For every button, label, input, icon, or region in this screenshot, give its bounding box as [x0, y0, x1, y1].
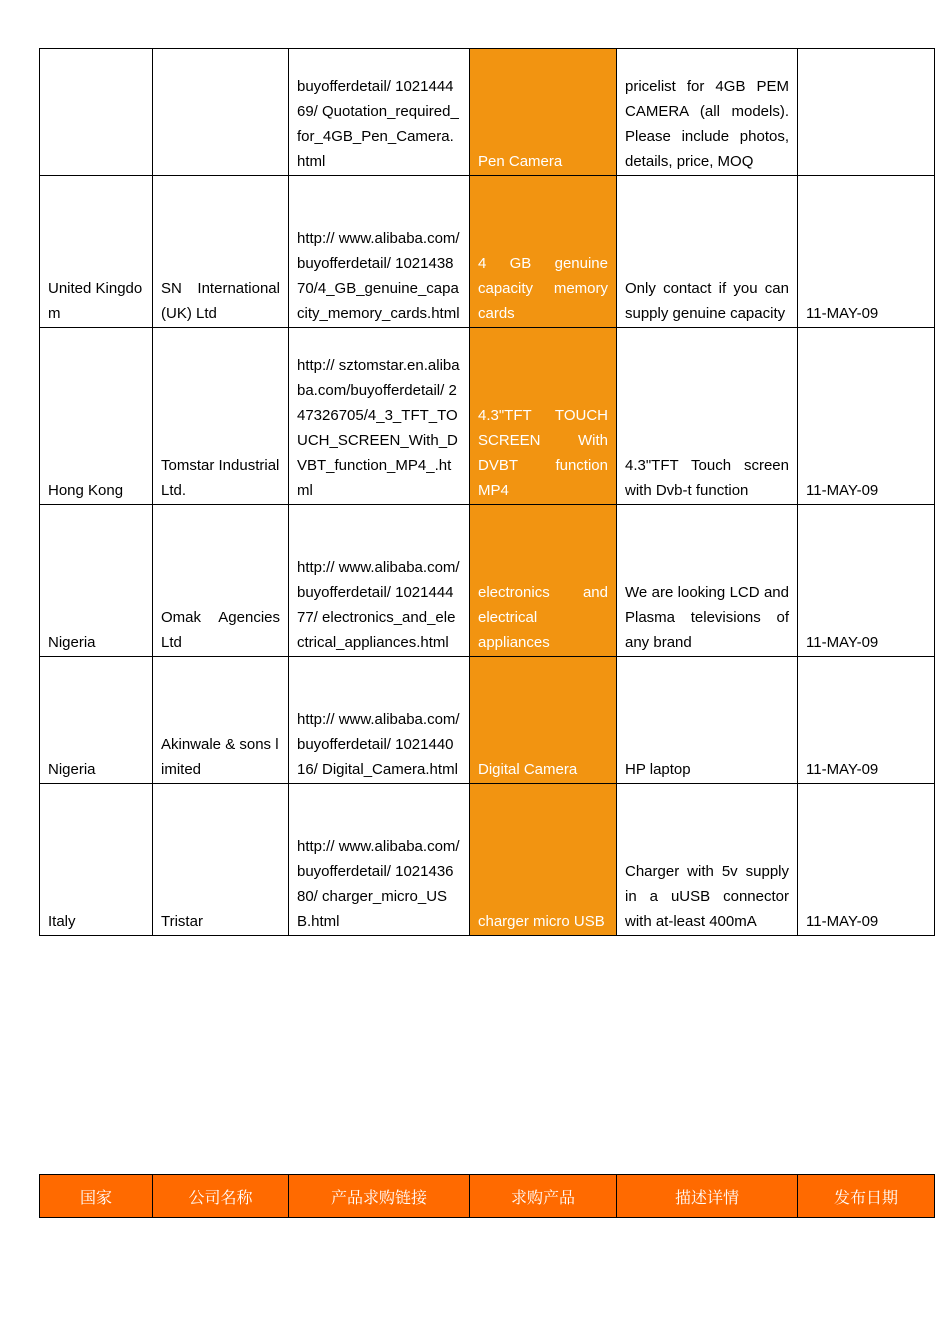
country-cell: Nigeria — [40, 657, 153, 784]
buy-offers-table — [39, 48, 935, 936]
table-row — [40, 328, 935, 505]
product-cell: Digital Camera — [470, 657, 617, 784]
description-cell: We are looking LCD and Plasma televisions of any brand — [617, 505, 798, 657]
date-cell: 11-MAY-09 — [798, 657, 935, 784]
table-row — [40, 784, 935, 936]
header-company: 公司名称 — [153, 1175, 289, 1218]
company-cell: Tristar — [153, 784, 289, 936]
table-row — [40, 49, 935, 176]
description-cell: HP laptop — [617, 657, 798, 784]
offer-link[interactable]: http:// www.alibaba.com/ buyofferdetail/ 102144477/ electronics_and_electrical_appliances.html — [289, 505, 470, 657]
country-cell: Nigeria — [40, 505, 153, 657]
company-cell — [153, 49, 289, 176]
header-country: 国家 — [40, 1175, 153, 1218]
company-cell: SN International (UK) Ltd — [153, 176, 289, 328]
product-cell: charger micro USB — [470, 784, 617, 936]
table-row — [40, 505, 935, 657]
description-cell: Charger with 5v supply in a uUSB connector with at-least 400mA — [617, 784, 798, 936]
offer-link[interactable]: http:// sztomstar.en.alibaba.com/buyofferdetail/ 247326705/4_3_TFT_TOUCH_SCREEN_With_DVBT_function_MP4_.html — [289, 328, 470, 505]
company-cell: Akinwale & sons limited — [153, 657, 289, 784]
table-row — [40, 657, 935, 784]
country-cell — [40, 49, 153, 176]
description-cell: pricelist for 4GB PEM CAMERA (all models). Please include photos, details, price, MOQ — [617, 49, 798, 176]
offer-link[interactable]: http:// www.alibaba.com/ buyofferdetail/ 102143870/4_GB_genuine_capacity_memory_cards.html — [289, 176, 470, 328]
header-date: 发布日期 — [798, 1175, 935, 1218]
column-header-table — [39, 1174, 935, 1218]
offer-link[interactable]: http:// www.alibaba.com/ buyofferdetail/ 102144016/ Digital_Camera.html — [289, 657, 470, 784]
product-cell: Pen Camera — [470, 49, 617, 176]
header-description: 描述详情 — [617, 1175, 798, 1218]
header-row — [40, 1175, 935, 1218]
country-cell: United Kingdom — [40, 176, 153, 328]
offer-link[interactable]: http:// www.alibaba.com/ buyofferdetail/ 102143680/ charger_micro_USB.html — [289, 784, 470, 936]
company-cell: Tomstar Industrial Ltd. — [153, 328, 289, 505]
description-cell: 4.3"TFT Touch screen with Dvb-t function — [617, 328, 798, 505]
date-cell: 11-MAY-09 — [798, 784, 935, 936]
date-cell — [798, 49, 935, 176]
description-cell: Only contact if you can supply genuine capacity — [617, 176, 798, 328]
company-cell: Omak Agencies Ltd — [153, 505, 289, 657]
header-link: 产品求购链接 — [289, 1175, 470, 1218]
header-product: 求购产品 — [470, 1175, 617, 1218]
date-cell: 11-MAY-09 — [798, 505, 935, 657]
buy-offers-body — [40, 49, 935, 936]
country-cell: Hong Kong — [40, 328, 153, 505]
product-cell: 4 GB genuine capacity memory cards — [470, 176, 617, 328]
country-cell: Italy — [40, 784, 153, 936]
product-cell: 4.3"TFT TOUCH SCREEN With DVBT function MP4 — [470, 328, 617, 505]
date-cell: 11-MAY-09 — [798, 176, 935, 328]
offer-link[interactable]: buyofferdetail/ 102144469/ Quotation_required_for_4GB_Pen_Camera.html — [289, 49, 470, 176]
date-cell: 11-MAY-09 — [798, 328, 935, 505]
table-row — [40, 176, 935, 328]
product-cell: electronics and electrical appliances — [470, 505, 617, 657]
